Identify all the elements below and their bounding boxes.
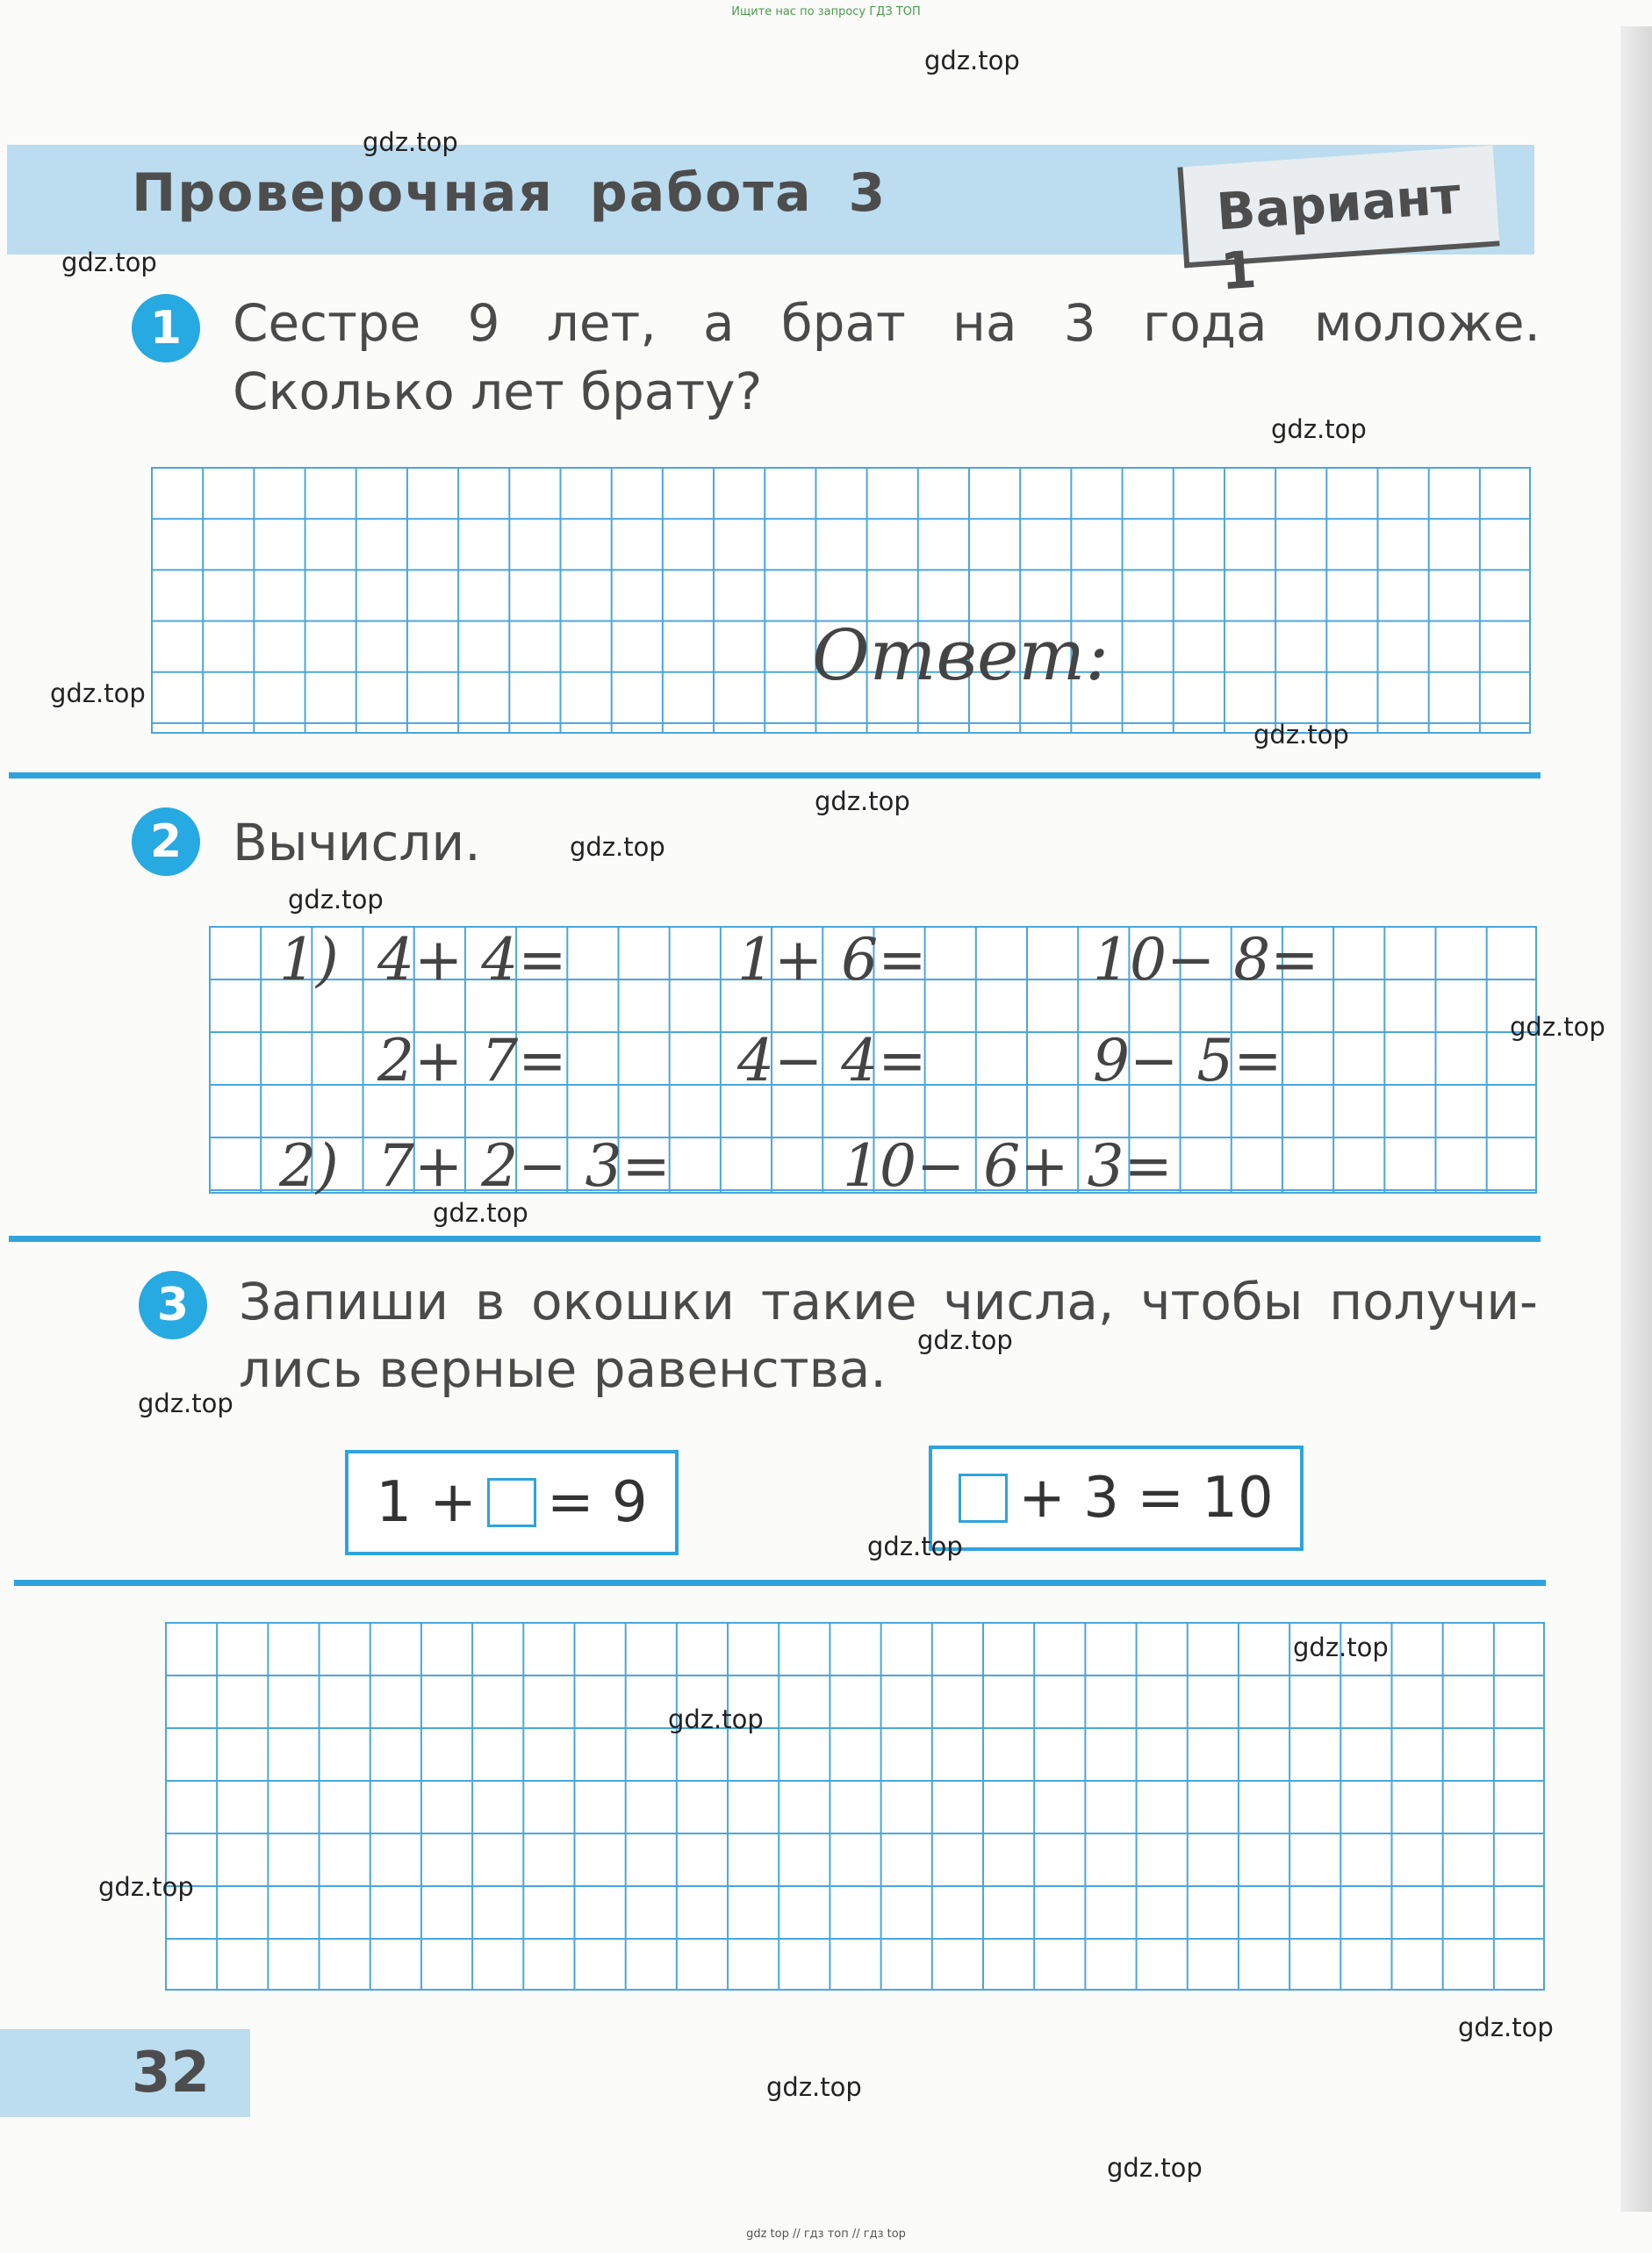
- watermark: gdz.top: [433, 1198, 528, 1228]
- expr-4-plus-4: 4+ 4=: [377, 926, 567, 994]
- section-divider: [9, 772, 1541, 779]
- expr-9-minus-5: 9− 5=: [1093, 1027, 1282, 1094]
- task-2-number: 2: [132, 807, 200, 876]
- watermark: gdz.top: [1253, 720, 1349, 750]
- watermark: gdz.top: [50, 678, 146, 708]
- watermark: gdz.top: [61, 248, 157, 277]
- answer-box-1[interactable]: [487, 1478, 536, 1527]
- watermark: gdz.top: [138, 1388, 233, 1418]
- task-1-number: 1: [132, 294, 200, 362]
- equation-2-right: + 3 = 10: [1018, 1466, 1274, 1531]
- watermark: gdz.top: [1510, 1012, 1605, 1042]
- page-title: Проверочная работа 3: [132, 162, 887, 224]
- answer-label: Ответ:: [812, 614, 1110, 696]
- task-3-line2: лись верные равенства.: [239, 1339, 887, 1399]
- task-1-line1: Сестре 9 лет, а брат на 3 года моложе.: [233, 293, 1541, 353]
- page-edge: [1620, 26, 1652, 2212]
- expr-4-minus-4: 4− 4=: [737, 1027, 927, 1094]
- watermark: gdz.top: [815, 786, 910, 816]
- equation-1-left: 1 +: [376, 1470, 477, 1535]
- page-number-band: [0, 2029, 250, 2117]
- task-3-line1: Запиши в окошки такие числа, чтобы получи-: [239, 1272, 1538, 1331]
- task-3-number: 3: [139, 1271, 207, 1339]
- row-1-label: 1): [279, 926, 339, 994]
- watermark: gdz.top: [917, 1325, 1013, 1355]
- watermark: gdz.top: [924, 46, 1020, 75]
- watermark: gdz.top: [1458, 2013, 1554, 2042]
- row-2-label: 2): [279, 1132, 339, 1200]
- bottom-note: gdz top // гдз топ // гдз top: [746, 2228, 906, 2241]
- watermark: gdz.top: [1107, 2153, 1203, 2183]
- expr-10-minus-6-plus-3: 10− 6+ 3=: [843, 1132, 1173, 1200]
- expr-10-minus-8: 10− 8=: [1093, 926, 1319, 994]
- watermark: gdz.top: [98, 1872, 194, 1902]
- drawing-grid[interactable]: [165, 1622, 1545, 1991]
- equation-box-1: [345, 1450, 679, 1555]
- expr-1-plus-6: 1+ 6=: [737, 926, 927, 994]
- watermark: gdz.top: [288, 885, 384, 915]
- variant-badge: Вариант 1: [1177, 146, 1499, 269]
- expr-7-plus-2-minus-3: 7+ 2− 3=: [377, 1132, 671, 1200]
- answer-box-2[interactable]: [959, 1474, 1008, 1523]
- page-number: 32: [132, 2041, 211, 2106]
- equation-box-2: [929, 1446, 1304, 1551]
- equation-1-right: = 9: [547, 1470, 648, 1535]
- watermark: gdz.top: [1293, 1632, 1389, 1662]
- section-divider: [9, 1236, 1541, 1242]
- watermark: gdz.top: [1271, 414, 1367, 444]
- task-2-text: Вычисли.: [233, 813, 481, 872]
- watermark: gdz.top: [363, 127, 458, 157]
- top-note: Ищите нас по запросу ГДЗ ТОП: [731, 5, 921, 18]
- watermark: gdz.top: [867, 1532, 963, 1561]
- expr-2-plus-7: 2+ 7=: [377, 1027, 567, 1094]
- section-divider: [14, 1580, 1546, 1586]
- watermark: gdz.top: [570, 832, 665, 862]
- watermark: gdz.top: [766, 2072, 862, 2102]
- task-1-line2: Сколько лет брату?: [233, 362, 763, 421]
- watermark: gdz.top: [668, 1704, 764, 1734]
